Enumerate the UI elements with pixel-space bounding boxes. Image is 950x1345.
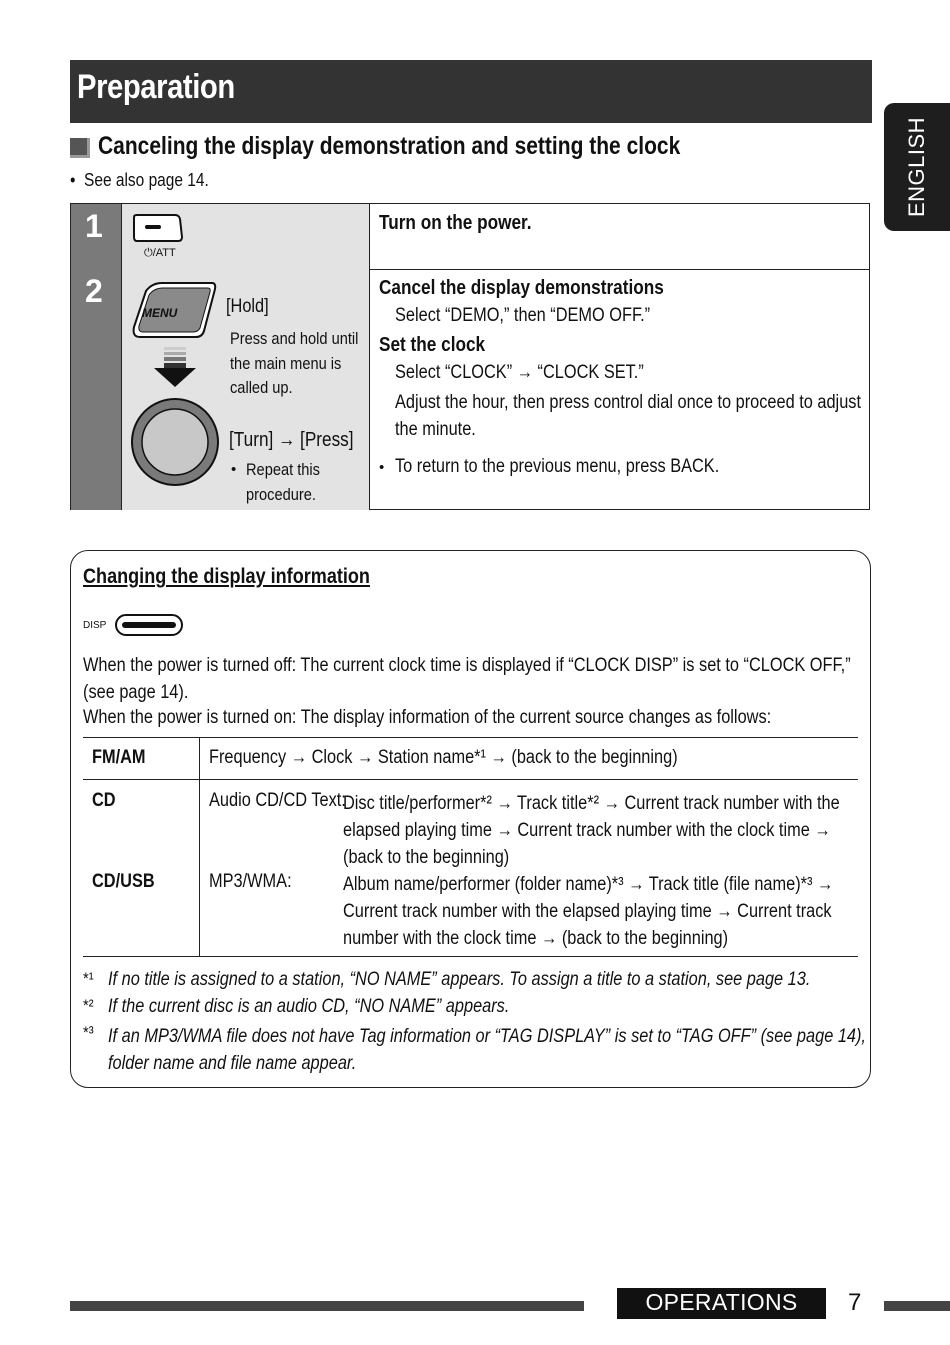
- sub-source-label: MP3/WMA:: [209, 871, 292, 892]
- hold-description-line: called up.: [230, 378, 293, 397]
- adjust-text-line: the minute.: [395, 419, 476, 440]
- footer-rule: [70, 1301, 584, 1311]
- source-label: FM/AM: [92, 747, 146, 768]
- cancel-demo-heading: Cancel the display demonstrations: [379, 277, 664, 299]
- language-tab-label: ENGLISH: [904, 116, 929, 218]
- footnote-mark: *¹: [83, 969, 94, 988]
- section-title: Canceling the display demonstration and setting the clock: [98, 131, 681, 160]
- table-divider: [199, 737, 200, 957]
- step-number-cell: [71, 269, 122, 510]
- power-button-icon: [131, 213, 183, 243]
- source-label: CD: [92, 790, 116, 811]
- hold-description: [230, 327, 358, 401]
- hold-description-line: Press and hold until: [230, 329, 359, 348]
- step-number: 1: [85, 208, 103, 244]
- back-note: To return to the previous menu, press BACK.: [395, 456, 720, 477]
- display-sequence-table: [83, 737, 858, 957]
- adjust-text-line: Adjust the hour, then press control dial once to proceed to adjust: [395, 392, 861, 413]
- sequence-line: Frequency → Clock → Station name*¹ → (back to the beginning): [209, 747, 678, 768]
- step-number: 2: [85, 273, 103, 309]
- page-title: Preparation: [77, 68, 235, 106]
- set-clock-heading: Set the clock: [379, 334, 486, 356]
- bullet-icon: •: [70, 170, 85, 190]
- power-on-text: When the power is turned on: The display information of the current source changes as follows:: [83, 707, 772, 728]
- sequence-text: [343, 790, 840, 871]
- step-row-2: [71, 269, 869, 510]
- footnote-text: [108, 1023, 866, 1077]
- footnote-mark: *³: [83, 1023, 94, 1042]
- power-off-line: (see page 14).: [83, 682, 189, 703]
- sequence-line: number with the clock time → (back to the beginning): [343, 928, 729, 949]
- see-also-note: [70, 170, 209, 191]
- steps-table: [70, 203, 870, 510]
- sub-source-label: Audio CD/CD Text:: [209, 790, 346, 811]
- sequence-line: elapsed playing time → Current track number with the clock time →: [343, 820, 831, 841]
- step-text-cell: [370, 269, 869, 510]
- hold-description-line: the main menu is: [230, 353, 342, 373]
- disp-button-label: DISP: [83, 620, 107, 631]
- step-number-cell: [71, 204, 122, 269]
- turn-press-label: [Turn] → [Press]: [229, 429, 354, 451]
- page-number: 7: [848, 1289, 862, 1316]
- disp-button-icon: [114, 613, 184, 637]
- footnote-line: If an MP3/WMA file does not have Tag information or “TAG DISPLAY” is set to “TAG OFF” (see page 14),: [108, 1026, 866, 1047]
- down-arrow-icon: [152, 347, 198, 389]
- sequence-text: [343, 871, 833, 952]
- section-label-box: [617, 1288, 826, 1319]
- cancel-demo-text: Select “DEMO,” then “DEMO OFF.”: [395, 305, 651, 326]
- section-label: OPERATIONS: [645, 1289, 798, 1315]
- bullet-icon: •: [379, 459, 385, 476]
- footnote-text: If no title is assigned to a station, “NO NAME” appears. To assign a title to a station, see page 13.: [108, 969, 811, 990]
- adjust-text: [395, 389, 861, 443]
- sequence-line: (back to the beginning): [343, 847, 510, 868]
- repeat-note-line: procedure.: [246, 484, 316, 504]
- control-dial-icon: [130, 397, 220, 487]
- bullet-icon: •: [231, 461, 237, 478]
- footnote-line: folder name and file name appear.: [108, 1053, 357, 1074]
- display-info-box: [70, 550, 871, 1088]
- step-row-1: [71, 204, 869, 270]
- repeat-note-line: Repeat this: [246, 460, 320, 479]
- display-info-heading: Changing the display information: [83, 565, 370, 588]
- language-tab: [884, 103, 950, 231]
- step-heading: Turn on the power.: [379, 212, 532, 234]
- sequence-line: Current track number with the elapsed playing time → Current track: [343, 901, 832, 922]
- footnote-text: If the current disc is an audio CD, “NO NAME” appears.: [108, 996, 510, 1017]
- sequence-line: Disc title/performer*² → Track title*² → Current track number with the: [343, 793, 840, 814]
- step-text-cell: [370, 204, 869, 269]
- menu-button-label: MENU: [142, 306, 178, 320]
- power-off-text: [83, 652, 851, 706]
- source-label: CD/USB: [92, 871, 155, 892]
- repeat-note: [246, 458, 320, 507]
- hold-label: [Hold]: [226, 296, 269, 317]
- step-illustration-cell: [122, 204, 370, 269]
- footnote-mark: *²: [83, 996, 94, 1015]
- footer-rule: [884, 1301, 950, 1311]
- title-bar: [70, 60, 872, 123]
- section-heading: [70, 130, 791, 162]
- square-bullet-icon: [70, 138, 90, 158]
- see-also-text: See also page 14.: [84, 170, 209, 190]
- power-button-label: ⏻/ATT: [144, 247, 176, 259]
- step-illustration-cell: [122, 269, 370, 510]
- power-off-line: When the power is turned off: The current clock time is displayed if “CLOCK DISP” is set to “CLOCK OFF,”: [83, 655, 851, 676]
- sequence-line: Album name/performer (folder name)*³ → Track title (file name)*³ →: [343, 874, 834, 895]
- set-clock-text: Select “CLOCK” → “CLOCK SET.”: [395, 362, 644, 383]
